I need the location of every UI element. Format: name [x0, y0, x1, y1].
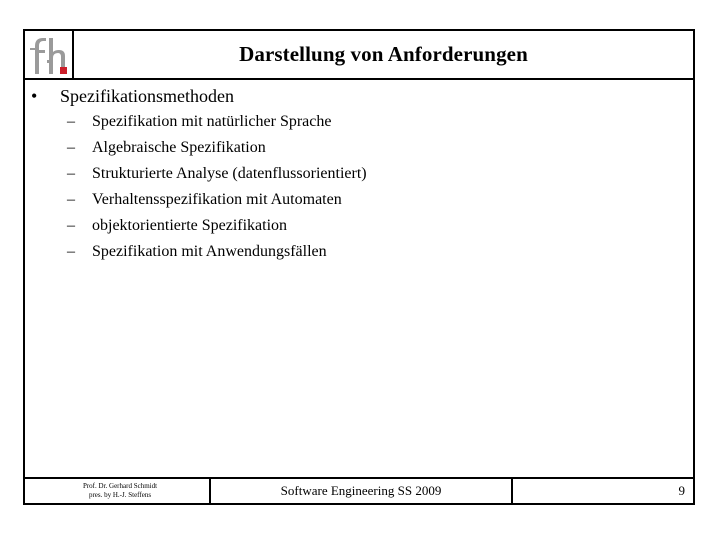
list-item-text: Verhaltensspezifikation mit Automaten: [92, 191, 342, 208]
slide-frame: [23, 29, 695, 505]
slide-header: [25, 31, 693, 80]
list-item-text: Algebraische Spezifikation: [92, 139, 266, 156]
fh-logo-icon: [25, 31, 74, 78]
footer-course: Software Engineering SS 2009: [211, 479, 513, 503]
page-number: 9: [678, 483, 685, 498]
dash-marker: –: [67, 243, 75, 260]
list-item-text: Spezifikation mit Anwendungsfällen: [92, 243, 327, 260]
dash-marker: –: [67, 165, 75, 182]
list-item-text: Spezifikation mit natürlicher Sprache: [92, 113, 332, 130]
footer-author: [25, 479, 211, 503]
fh-logo-graphic: [29, 34, 69, 75]
list-item-text: Strukturierte Analyse (datenflussorientiert): [92, 165, 367, 182]
dash-marker: –: [67, 139, 75, 156]
dash-marker: –: [67, 191, 75, 208]
slide-footer: [25, 477, 693, 503]
list-item-text: objektorientierte Spezifikation: [92, 217, 288, 234]
footer-author-line1: Prof. Dr. Gerhard Schmidt: [82, 482, 158, 490]
bullet-dot: •: [31, 86, 38, 106]
dash-marker: –: [67, 217, 75, 234]
footer-author-line2: pres. by H.-J. Steffens: [88, 491, 152, 499]
dash-marker: –: [67, 113, 75, 130]
bullet-heading: Spezifikationsmethoden: [60, 86, 234, 106]
slide-title: Darstellung von Anforderungen: [239, 42, 528, 66]
